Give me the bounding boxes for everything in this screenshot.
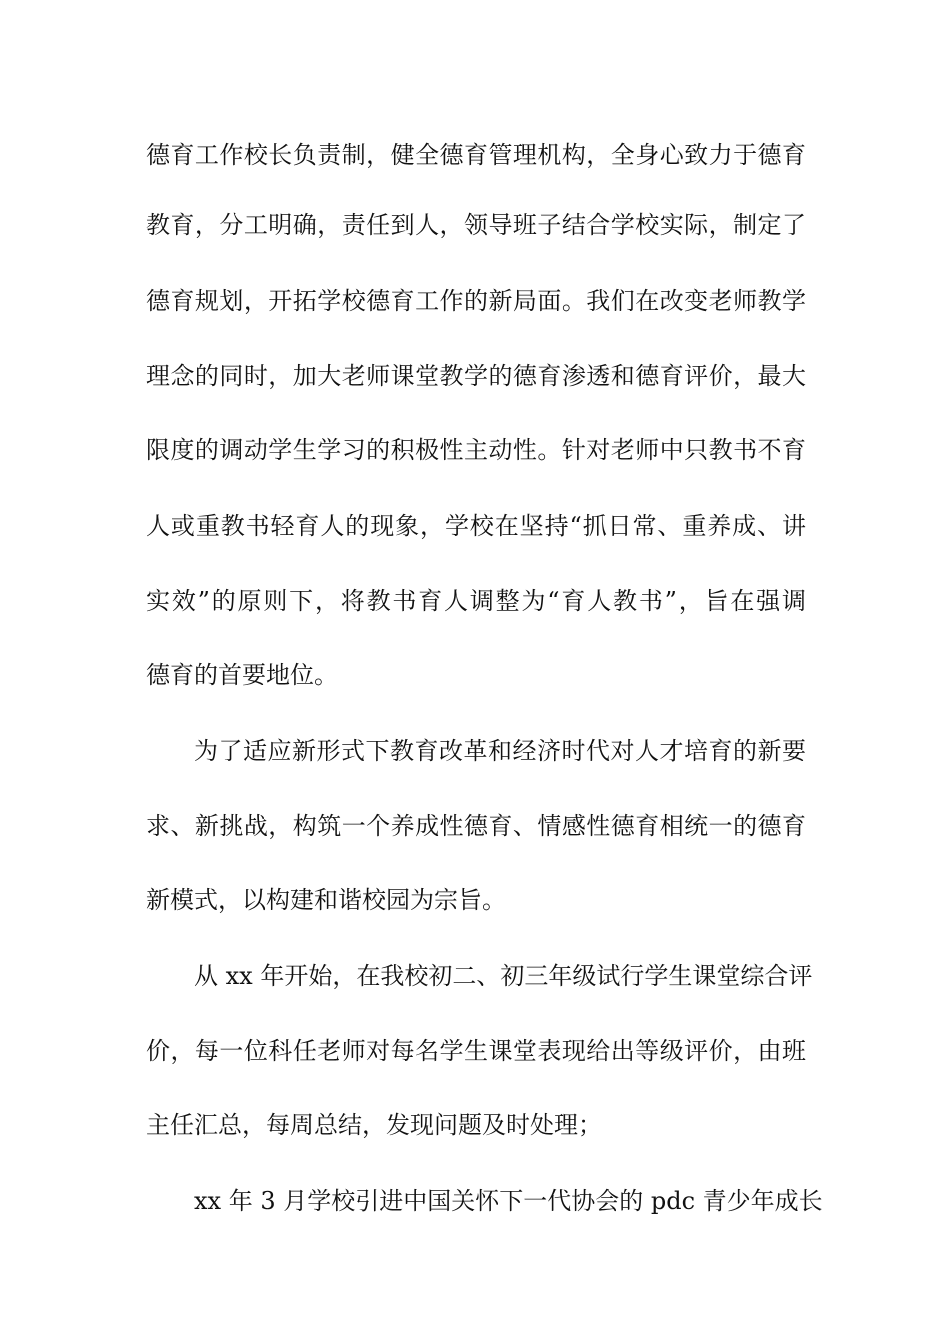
text-line: 德育规划，开拓学校德育工作的新局面。我们在改变老师教学 — [146, 287, 806, 315]
text-line: 为了适应新形式下教育改革和经济时代对人才培育的新要 — [194, 737, 806, 765]
text-line: 理念的同时，加大老师课堂教学的德育渗透和德育评价，最大 — [146, 362, 806, 390]
text-line: 从 xx 年开始，在我校初二、初三年级试行学生课堂综合评 — [194, 962, 813, 990]
text-line: 价，每一位科任老师对每名学生课堂表现给出等级评价，由班 — [146, 1037, 806, 1065]
text-line: 人或重教书轻育人的现象，学校在坚持“抓日常、重养成、讲 — [146, 512, 806, 540]
text-line: 德育的首要地位。 — [146, 661, 338, 689]
text-line: 求、新挑战，构筑一个养成性德育、情感性德育相统一的德育 — [146, 812, 806, 840]
text-line: 教育，分工明确，责任到人，领导班子结合学校实际，制定了 — [146, 211, 806, 239]
text-line: xx 年 3 月学校引进中国关怀下一代协会的 pdc 青少年成长 — [194, 1187, 823, 1215]
text-line: 德育工作校长负责制，健全德育管理机构，全身心致力于德育 — [146, 141, 806, 169]
text-line: 实效”的原则下，将教书育人调整为“育人教书”，旨在强调 — [146, 587, 806, 615]
text-line: 主任汇总，每周总结，发现问题及时处理； — [146, 1111, 602, 1139]
text-line: 限度的调动学生学习的积极性主动性。针对老师中只教书不育 — [146, 436, 806, 464]
text-line: 新模式，以构建和谐校园为宗旨。 — [146, 886, 506, 914]
